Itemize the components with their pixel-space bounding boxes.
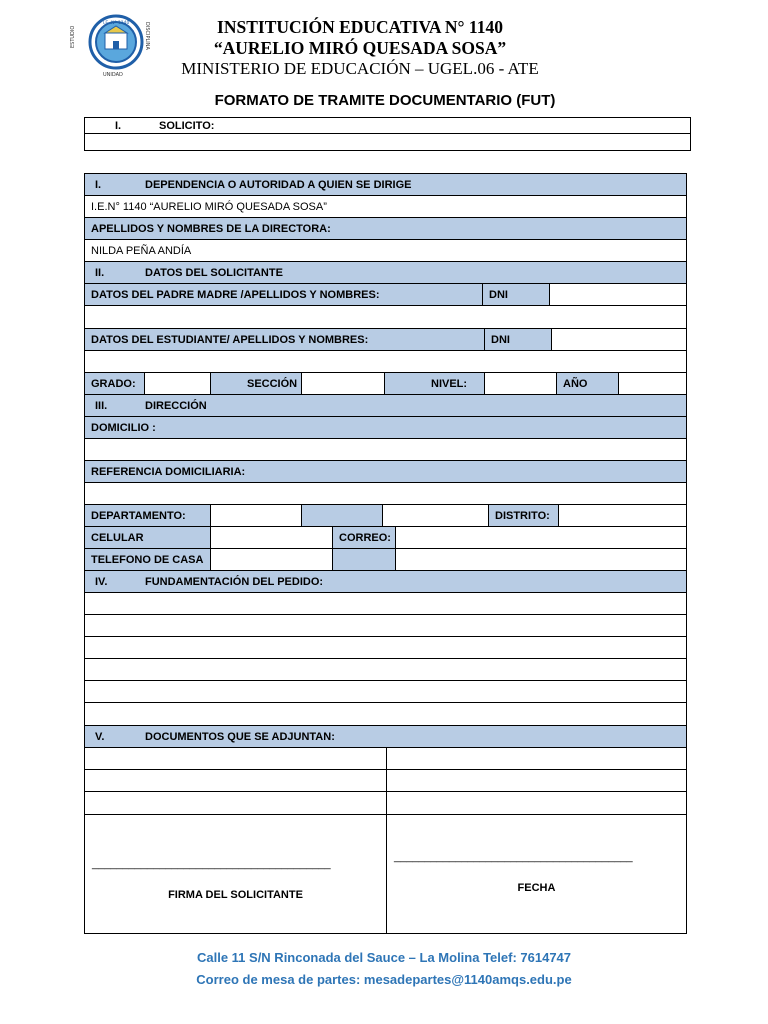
fundamentacion-line[interactable] — [84, 614, 687, 637]
section-1-title: DEPENDENCIA O AUTORIDAD A QUIEN SE DIRIGE — [145, 178, 412, 191]
student-name-input[interactable] — [84, 350, 687, 373]
section-1-num: I. — [95, 178, 102, 191]
parent-name-input[interactable] — [84, 305, 687, 329]
firma-label: FIRMA DEL SOLICITANTE — [168, 889, 303, 901]
documento-cell[interactable] — [386, 769, 687, 792]
section-3-header — [84, 394, 687, 417]
seccion-input[interactable] — [301, 372, 385, 395]
section-4-num: IV. — [95, 575, 108, 588]
parent-dni-input[interactable] — [549, 283, 687, 306]
documento-cell[interactable] — [386, 791, 687, 815]
fecha-box[interactable] — [386, 814, 687, 934]
parent-label: DATOS DEL PADRE MADRE /APELLIDOS Y NOMBRES: — [84, 283, 483, 306]
school-logo — [88, 14, 144, 70]
section-3-title: DIRECCIÓN — [145, 399, 207, 412]
firma-line: _______________________________________ — [92, 858, 331, 870]
solicito-label: SOLICITO: — [159, 119, 215, 132]
fundamentacion-line[interactable] — [84, 636, 687, 659]
solicito-row[interactable] — [84, 117, 691, 134]
section-5-header — [84, 725, 687, 748]
footer-email[interactable]: Correo de mesa de partes: mesadepartes@1140amqs.edu.pe — [196, 972, 572, 987]
institution-name: “AURELIO MIRÓ QUESADA SOSA” — [213, 38, 507, 58]
institution-title: INSTITUCIÓN EDUCATIVA N° 1140 — [217, 17, 503, 37]
correo-input[interactable] — [395, 526, 687, 549]
logo-side-right-text: DISCIPLINA — [144, 22, 150, 50]
domicilio-input[interactable] — [84, 438, 687, 461]
documento-cell[interactable] — [84, 769, 387, 792]
logo-bottom-text: UNIDAD — [103, 72, 123, 78]
distrito-input[interactable] — [558, 504, 687, 527]
section-2-header — [84, 261, 687, 284]
fecha-line: _______________________________________ — [394, 851, 633, 863]
student-dni-input[interactable] — [551, 328, 687, 351]
section-1-header — [84, 173, 687, 196]
ministry-line: MINISTERIO DE EDUCACIÓN – UGEL.06 - ATE — [181, 59, 539, 78]
solicito-num: I. — [115, 119, 122, 132]
referencia-label: REFERENCIA DOMICILIARIA: — [84, 460, 687, 483]
solicito-input[interactable] — [84, 133, 691, 151]
grado-label: GRADO: — [84, 372, 145, 395]
referencia-input[interactable] — [84, 482, 687, 505]
fundamentacion-line[interactable] — [84, 658, 687, 681]
section-5-title: DOCUMENTOS QUE SE ADJUNTAN: — [145, 730, 335, 743]
fundamentacion-line[interactable] — [84, 702, 687, 726]
form-title: FORMATO DE TRAMITE DOCUMENTARIO (FUT) — [214, 92, 556, 109]
documento-cell[interactable] — [84, 747, 387, 770]
correo-label: CORREO: — [332, 526, 396, 549]
provincia-cell — [301, 504, 383, 527]
section-3-num: III. — [95, 399, 108, 412]
footer-address: Calle 11 S/N Rinconada del Sauce – La Molina Telef: 7614747 — [196, 950, 572, 965]
grado-input[interactable] — [144, 372, 211, 395]
celular-label: CELULAR — [84, 526, 211, 549]
seccion-label: SECCIÓN — [210, 372, 302, 395]
logo-ring-text: I.E. Nº 1140 — [102, 21, 130, 26]
section-4-header — [84, 570, 687, 593]
section-4-title: FUNDAMENTACIÓN DEL PEDIDO: — [145, 575, 324, 588]
director-label: APELLIDOS Y NOMBRES DE LA DIRECTORA: — [84, 217, 687, 240]
departamento-label: DEPARTAMENTO: — [84, 504, 211, 527]
fundamentacion-line[interactable] — [84, 680, 687, 703]
telefono-spacer — [332, 548, 396, 571]
firma-box[interactable] — [84, 814, 387, 934]
celular-input[interactable] — [210, 526, 333, 549]
anio-label: AÑO — [556, 372, 619, 395]
fundamentacion-line[interactable] — [84, 592, 687, 615]
anio-input[interactable] — [618, 372, 687, 395]
distrito-label: DISTRITO: — [488, 504, 559, 527]
departamento-input[interactable] — [210, 504, 302, 527]
section-2-title: DATOS DEL SOLICITANTE — [145, 266, 283, 279]
nivel-input[interactable] — [484, 372, 557, 395]
logo-side-left-text: ESTUDIO — [70, 25, 76, 48]
director-name: NILDA PEÑA ANDÍA — [84, 239, 687, 262]
telefono-label: TELEFONO DE CASA — [84, 548, 211, 571]
student-dni-label: DNI — [484, 328, 552, 351]
parent-dni-label: DNI — [482, 283, 550, 306]
telefono-input[interactable] — [210, 548, 333, 571]
documento-cell[interactable] — [386, 747, 687, 770]
documento-cell[interactable] — [84, 791, 387, 815]
nivel-label: NIVEL: — [384, 372, 485, 395]
provincia-input[interactable] — [382, 504, 489, 527]
fecha-label: FECHA — [517, 882, 556, 894]
institution-field: I.E.N° 1140 “AURELIO MIRÓ QUESADA SOSA” — [84, 195, 687, 218]
section-2-num: II. — [95, 266, 105, 279]
domicilio-label: DOMICILIO : — [84, 416, 687, 439]
telefono-extra-input[interactable] — [395, 548, 687, 571]
student-label: DATOS DEL ESTUDIANTE/ APELLIDOS Y NOMBRES: — [84, 328, 485, 351]
section-5-num: V. — [95, 730, 105, 743]
